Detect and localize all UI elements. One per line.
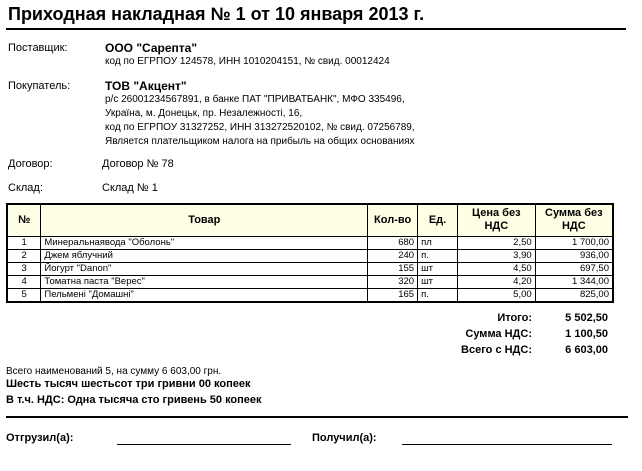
row-qty: 165: [368, 288, 418, 302]
buyer-name: ТОВ "Акцент": [105, 79, 187, 93]
received-by-signature-line[interactable]: [402, 444, 612, 445]
contract-label: Договор:: [8, 158, 53, 170]
buyer-tax-status: Является плательщиком налога на прибыль на общих основаниях: [105, 136, 415, 147]
buyer-address: Україна, м. Донецьк, пр. Незалежності, 16,: [105, 108, 303, 119]
row-sum: 1 700,00: [535, 236, 613, 249]
buyer-label: Покупатель:: [8, 80, 71, 92]
table-row: [7, 262, 613, 275]
row-num: 4: [7, 275, 41, 288]
row-num: 1: [7, 236, 41, 249]
row-item: Томатна паста "Верес": [41, 275, 368, 288]
supplier-details: код по ЕГРПОУ 124578, ИНН 1010204151, № свид. 00012424: [105, 56, 390, 67]
row-qty: 320: [368, 275, 418, 288]
shipped-by-signature-line[interactable]: [117, 444, 291, 445]
total-value: 5 502,50: [565, 312, 608, 324]
warehouse-label: Склад:: [8, 182, 43, 194]
vat-label: Сумма НДС:: [465, 328, 532, 340]
summary-count: Всего наименований 5, на сумму 6 603,00 грн.: [6, 366, 222, 377]
row-qty: 680: [368, 236, 418, 249]
row-sum: 936,00: [535, 249, 613, 262]
supplier-name: ООО "Сарепта": [105, 41, 198, 55]
row-price: 4,50: [457, 262, 535, 275]
row-item: Пельмені "Домашні": [41, 288, 368, 302]
buyer-account: р/с 26001234567891, в банке ПАТ "ПРИВАТБАНК", МФО 335496,: [105, 94, 405, 105]
goods-table: [6, 203, 614, 303]
title-divider: [6, 28, 626, 30]
row-sum: 825,00: [535, 288, 613, 302]
received-by-label: Получил(а):: [312, 432, 377, 444]
warehouse-value: Склад № 1: [102, 182, 158, 194]
contract-value: Договор № 78: [102, 158, 174, 170]
table-row: [7, 288, 613, 302]
total-label: Итого:: [497, 312, 532, 324]
buyer-codes: код по ЕГРПОУ 31327252, ИНН 313272520102, № свид. 07256789,: [105, 122, 415, 133]
row-qty: 240: [368, 249, 418, 262]
vat-value: 1 100,50: [565, 328, 608, 340]
row-sum: 697,50: [535, 262, 613, 275]
row-unit: п.: [418, 288, 458, 302]
grand-total-value: 6 603,00: [565, 344, 608, 356]
supplier-label: Поставщик:: [8, 42, 68, 54]
row-item: Минеральнаявода "Оболонь": [41, 236, 368, 249]
row-price: 4,20: [457, 275, 535, 288]
row-num: 5: [7, 288, 41, 302]
row-unit: шт: [418, 262, 458, 275]
col-header-unit: Ед.: [418, 204, 458, 236]
shipped-by-label: Отгрузил(а):: [6, 432, 74, 444]
row-unit: п.: [418, 249, 458, 262]
row-num: 2: [7, 249, 41, 262]
table-row: [7, 275, 613, 288]
row-unit: пл: [418, 236, 458, 249]
signature-divider: [6, 416, 628, 418]
table-row: [7, 249, 613, 262]
col-header-qty: Кол-во: [368, 204, 418, 236]
grand-total-label: Всего с НДС:: [461, 344, 532, 356]
row-qty: 155: [368, 262, 418, 275]
col-header-num: №: [7, 204, 41, 236]
vat-in-words: В т.ч. НДС: Одна тысяча сто гривень 50 копеек: [6, 394, 262, 406]
row-unit: шт: [418, 275, 458, 288]
col-header-price: Цена без НДС: [457, 204, 535, 236]
col-header-item: Товар: [41, 204, 368, 236]
col-header-sum: Сумма без НДС: [535, 204, 613, 236]
row-num: 3: [7, 262, 41, 275]
row-price: 2,50: [457, 236, 535, 249]
table-header-row: [7, 204, 613, 236]
document-title: Приходная накладная № 1 от 10 января 2013 г.: [8, 4, 425, 24]
amount-in-words: Шесть тысяч шестьсот три гривни 00 копеек: [6, 378, 251, 390]
row-price: 3,90: [457, 249, 535, 262]
row-item: Йогурт "Danon": [41, 262, 368, 275]
row-sum: 1 344,00: [535, 275, 613, 288]
row-price: 5,00: [457, 288, 535, 302]
table-row: [7, 236, 613, 249]
row-item: Джем яблучний: [41, 249, 368, 262]
